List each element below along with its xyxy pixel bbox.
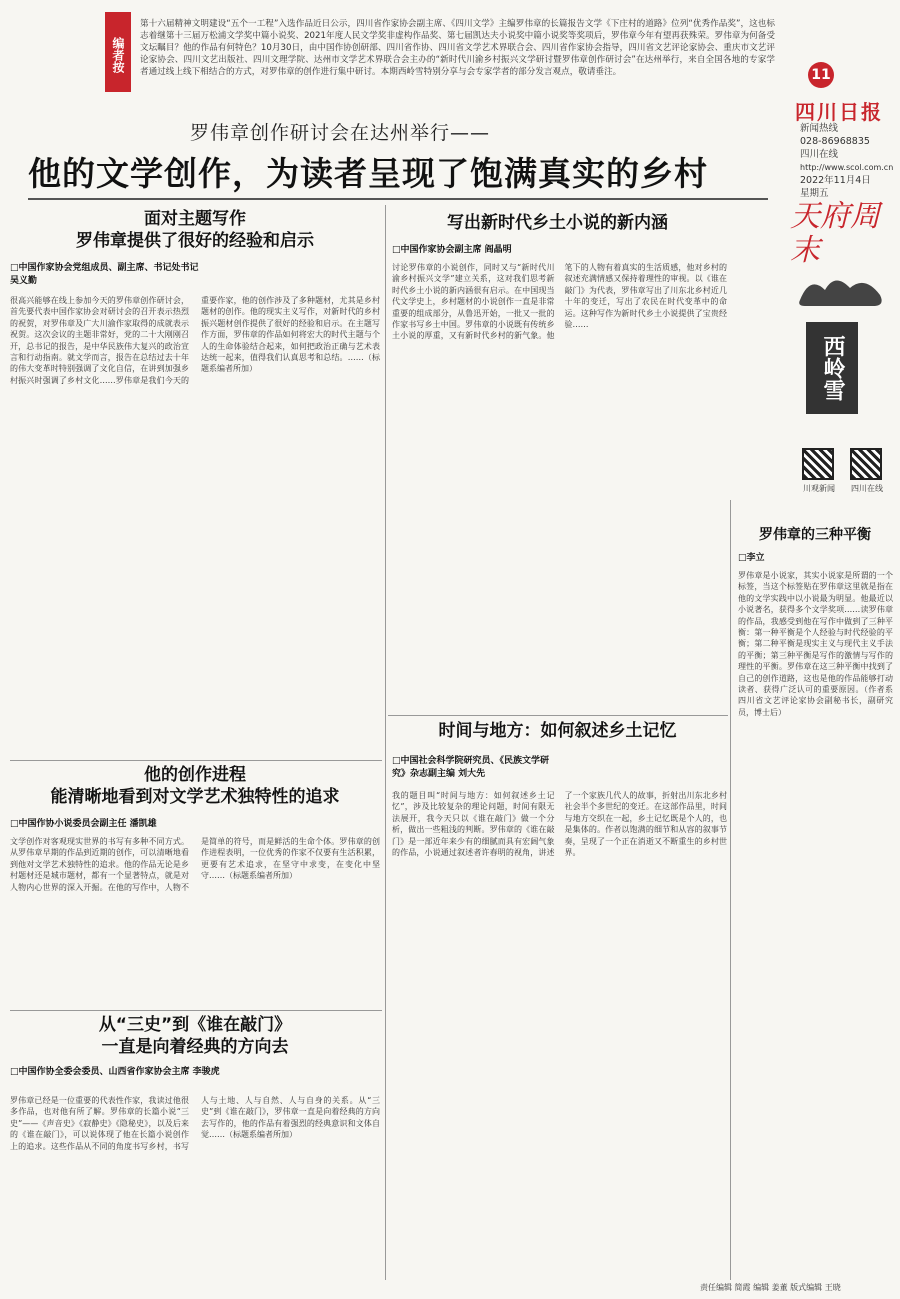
section-divider bbox=[10, 760, 382, 761]
paper-name: 四川日报 bbox=[795, 100, 883, 124]
issue-weekday: 星期五 bbox=[800, 188, 829, 199]
article-6-byline: □李立 bbox=[738, 553, 765, 563]
page-number: 11 bbox=[808, 62, 834, 88]
column-tag: 西岭雪 bbox=[806, 322, 858, 414]
column-divider bbox=[730, 500, 731, 1280]
article-4-byline: □中国社会科学院研究员、《民族文学研究》杂志副主编 刘大先 bbox=[392, 756, 550, 779]
article-6-body: 罗伟章是小说家，其实小说家是所谓的一个标签，当这个标签贴在罗伟章这里就是指在他的文学实践中以小说最为明显。他最近以小说著名，获得多个文学奖项……读罗伟章的作品，我感受到他在写作中做到了三种平衡：第一种平衡是个人经验与时代经验的平衡；第二种平衡是现实主义与现代主义手法的平衡；第三种平衡是写作的激情与写作的理性的平衡。罗伟章在这三种平衡中找到了自己的创作道路，这也是他的作品能够打动读者、获得广泛认可的重要原因。（作者系四川省文艺评论家协会副秘书长，副研究员，博士后） bbox=[738, 571, 893, 717]
title-divider bbox=[28, 198, 768, 200]
qr-code-icon bbox=[802, 448, 834, 480]
article-2-title: 写出新时代乡土小说的新内涵 bbox=[447, 213, 668, 233]
qr-label: 四川在线 bbox=[851, 484, 883, 493]
article-6-title: 罗伟章的三种平衡 bbox=[759, 527, 871, 543]
article-1-body: 很高兴能够在线上参加今天的罗伟章创作研讨会，首先要代表中国作家协会对研讨会的召开表示热烈的祝贺，对罗伟章及广大川渝作家取得的成就表示祝贺。这次会议的主题非常好，党的二十大刚刚召开，总书记的报告，是中华民族伟大复兴的政治宣言和行动指南。就文学而言，报告在总结过去十年的伟大变革时特别强调了文化自信，在讲到加强乡村振兴时强调了乡村文化……罗伟章是我们今天的重要作家，他的创作涉及了多种题材，尤其是乡村题材的创作。他的现实主义写作，对新时代的乡村振兴题材创作提供了很好的经验和启示。在主题写作方面，罗伟章的作品如何将宏大的时代主题与个人的生命体验结合起来，如何把政治正确与艺术表达统一起来，值得我们认真思考和总结。……（标题系编者所加） bbox=[10, 296, 380, 385]
hotline-label: 新闻热线 bbox=[800, 123, 839, 134]
article-5-byline: □中国作协全委会委员、山西省作家协会主席 李骏虎 bbox=[10, 1067, 220, 1077]
column-divider bbox=[385, 205, 386, 1280]
article-5-title: 从“三史”到《谁在敲门》 一直是向着经典的方向去 bbox=[98, 1015, 292, 1057]
article-2-byline: □中国作家协会副主席 阎晶明 bbox=[392, 245, 512, 255]
page-title: 他的文学创作，为读者呈现了饱满真实的乡村 bbox=[28, 154, 708, 193]
article-3-body: 文学创作对客观现实世界的书写有多种不同方式。从罗伟章早期的作品到近期的创作，可以清晰地看到他对文学艺术独特性的追求。他的作品无论是乡村题材还是城市题材，都有一个显著特点，就是对人物内心世界的深入开掘。在他的写作中，人物不是简单的符号，而是鲜活的生命个体。罗伟章的创作进程表明，一位优秀的作家不仅要有生活积累，更要有艺术追求，在坚守中求变，在变化中坚守……（标题系编者所加） bbox=[10, 837, 380, 892]
brand-logo: 天府周末 bbox=[790, 199, 880, 268]
article-3-title: 他的创作进程 能清晰地看到对文学艺术独特性的追求 bbox=[50, 765, 340, 807]
website[interactable]: http://www.scol.com.cn bbox=[800, 163, 894, 172]
editor-note-text: 第十六届精神文明建设“五个一工程”入选作品近日公示，四川省作家协会副主席、《四川文学》主编罗伟章的长篇报告文学《下庄村的道路》位列“优秀作品奖”，这也标志着继第十三届万松浦文学奖中篇小说奖、2021年度人民文学奖非虚构作品奖、第七届凯达夫小说奖中篇小说奖等奖项后，罗伟章今年有望再获殊荣。罗伟章为何备受文坛瞩目？他的作品有何特色？10月30日，由中国作协创研部、四川省作协、四川省文学艺术界联合会、四川省作家协会指导，四川省文艺评论家协会、重庆市文艺评论家协会、四川文艺出版社、四川文理学院、达州市文学艺术界联合会主办的“新时代川渝乡村振兴文学研讨暨罗伟章创作研讨会”在达州举行，来自全国各地的专家学者通过线上线下相结合的方式，对罗伟章的创作进行集中研讨。本期西岭雪特别分享与会专家学者的部分发言观点，敬请垂注。 bbox=[140, 19, 775, 77]
qr-label: 川观新闻 bbox=[803, 484, 835, 493]
section-divider bbox=[388, 715, 728, 716]
issue-date: 2022年11月4日 bbox=[800, 175, 871, 186]
article-4-title: 时间与地方：如何叙述乡土记忆 bbox=[438, 721, 677, 741]
page-footer: 责任编辑 简霞 编辑 姜董 版式编辑 王晓 bbox=[700, 1283, 841, 1292]
masthead-info bbox=[800, 122, 895, 200]
article-1-byline: □中国作家协会党组成员、副主席、书记处书记 吴义勤 bbox=[10, 263, 199, 286]
hotline-number: 028-86968835 bbox=[800, 136, 870, 147]
article-3-byline: □中国作协小说委员会副主任 潘凯雄 bbox=[10, 819, 157, 829]
online-label: 四川在线 bbox=[800, 149, 839, 160]
article-5-body: 罗伟章已经是一位重要的代表性作家，我读过他很多作品，也对他有所了解。罗伟章的长篇小说“三史”——《声音史》《寂静史》《隐秘史》，以及后来的《谁在敲门》，可以说体现了他在长篇小说创作上的追求。这些作品从不同的角度书写乡村，书写人与土地、人与自然、人与自身的关系。从“三史”到《谁在敲门》，罗伟章一直是向着经典的方向去写作的，他的作品有着强烈的经典意识和文体自觉……（标题系编者所加） bbox=[10, 1096, 380, 1151]
editor-note-tag: 编者按 bbox=[105, 12, 131, 92]
cloud-deco-icon bbox=[795, 270, 890, 310]
article-4-body: 我的题目叫“时间与地方：如何叙述乡土记忆”，涉及比较复杂的理论问题，时间有限无法展开，我今天只以《谁在敲门》做一个分析，做出一些粗浅的判断。罗伟章的《谁在敲门》是一部近年来少有的细腻而具有宏阔气象的作品，小说通过叙述者许春明的视角，讲述了一个家族几代人的故事，折射出川东北乡村社会半个多世纪的变迁。在这部作品里，时间与地方交织在一起，乡土记忆既是个人的，也是集体的。作者以饱满的细节和从容的叙事节奏，呈现了一个正在消逝又不断重生的乡村世界。 bbox=[392, 791, 727, 858]
article-2-body: 讨论罗伟章的小说创作，同时又与“新时代川渝乡村振兴文学”建立关系，这对我们思考新时代乡土小说的新内涵很有启示。在中国现当代文学史上，乡村题材的小说创作一直是非常重要的组成部分，从鲁迅开始，一批又一批的作家书写乡土中国。罗伟章的小说既有传统乡土小说的厚重，又有新时代乡村的新气象。他笔下的人物有着真实的生活质感，他对乡村的叙述充满情感又保持着理性的审视。以《谁在敲门》为代表，罗伟章写出了川东北乡村近几十年的变迁，写出了农民在时代变革中的命运。这种写作为新时代乡土小说提供了宝贵经验…… bbox=[392, 263, 727, 341]
qr-code-icon bbox=[850, 448, 882, 480]
page-subtitle: 罗伟章创作研讨会在达州举行—— bbox=[190, 122, 491, 144]
section-divider bbox=[10, 1010, 382, 1011]
article-1-title: 面对主题写作 罗伟章提供了很好的经验和启示 bbox=[76, 209, 314, 251]
